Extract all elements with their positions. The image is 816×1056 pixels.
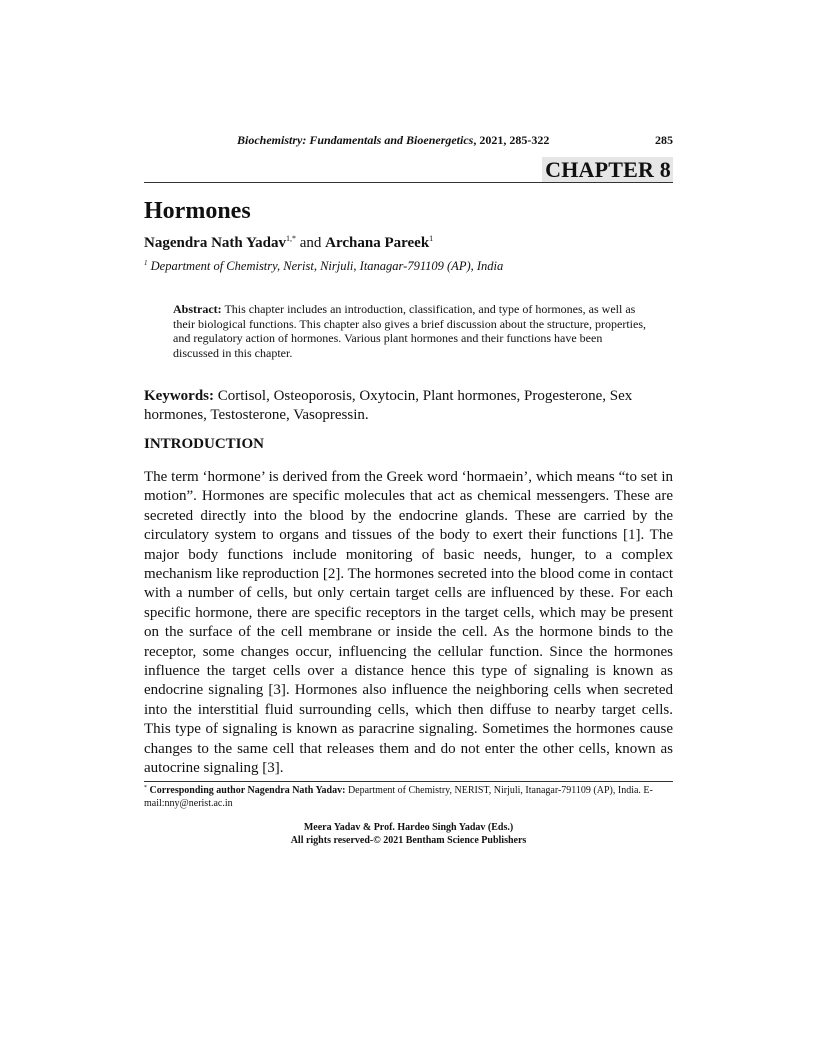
authors-joiner: and <box>295 235 326 251</box>
author-affiliation-marker: 1,* <box>285 234 296 243</box>
author-name: Nagendra Nath Yadav <box>144 235 286 251</box>
abstract <box>173 302 647 360</box>
section-heading: INTRODUCTION <box>144 436 265 452</box>
rights-line: All rights reserved-© 2021 Bentham Science Publishers <box>290 834 527 846</box>
abstract-label: Abstract: <box>173 302 222 316</box>
journal-details: , 2021, 285-322 <box>473 133 550 147</box>
editors-line: Meera Yadav & Prof. Hardeo Singh Yadav (Eds.) <box>303 822 514 833</box>
affiliation-marker: 1 <box>144 259 148 267</box>
author-affiliation-marker: 1 <box>429 234 434 243</box>
page-number: 285 <box>655 133 673 147</box>
footnote <box>144 785 673 810</box>
publisher-info <box>144 822 673 847</box>
affiliation <box>144 259 503 274</box>
body-paragraph: The term ‘hormone’ is derived from the Greek word ‘hormaein’, which means “to set in motion”. Hormones are specific molecules that act as chemical messengers. These are secreted directly into the blood by the endocrine glands. These are carried by the circulatory system to organs and tissues of the body to exert their functions [1]. The major body functions include monitoring of basic needs, hunger, to a complex mechanism like reproduction [2]. The hormones secreted into the blood come in contact with a number of cells, but only certain target cells are influenced by these. For each specific hormone, there are specific receptors in the target cells, which may be present on the surface of the cell membrane or inside the cell. As the hormone binds to the receptor, some changes occur, influencing the cellular function. Since the hormones influence the target cells over a distance hence this type of signaling is known as endocrine signaling [3]. Hormones also influence the neighboring cells when secreted into the interstitial fluid surrounding cells, which then diffuse to nearby target cells. This type of signaling is known as paracrine signaling. Sometimes the hormones cause changes to the same cell that releases them and do not enter the other cells, known as autocrine signaling [3]. <box>144 469 673 777</box>
keywords-label: Keywords: <box>144 388 214 404</box>
affiliation-text: Department of Chemistry, Nerist, Nirjuli, Itanagar-791109 (AP), India <box>147 259 504 273</box>
author-name: Archana Pareek <box>325 235 430 251</box>
keywords-text: Cortisol, Osteoporosis, Oxytocin, Plant hormones, Progesterone, Sex hormones, Testosterone, Vasopressin. <box>144 388 633 423</box>
footnote-text: Department of Chemistry, NERIST, Nirjuli, Itanagar-791109 (AP), India. E-mail:nny@nerist.ac.in <box>144 785 653 809</box>
chapter-title: Hormones <box>144 198 251 224</box>
journal-title: Biochemistry: Fundamentals and Bioenergetics <box>237 133 474 147</box>
footnote-rule <box>144 781 673 782</box>
header-rule <box>144 182 673 183</box>
journal-citation <box>237 133 549 147</box>
keywords <box>144 387 673 425</box>
abstract-text: This chapter includes an introduction, classification, and type of hormones, as well as their biological functions. This chapter also gives a brief discussion about the structure, properties, and regulatory action of hormones. Various plant hormones and their functions have been discussed in this chapter. <box>173 302 646 360</box>
footnote-marker: * <box>144 785 147 791</box>
footnote-label: Corresponding author Nagendra Nath Yadav: <box>147 785 346 796</box>
chapter-label: CHAPTER 8 <box>542 157 673 182</box>
author-list <box>144 234 433 252</box>
